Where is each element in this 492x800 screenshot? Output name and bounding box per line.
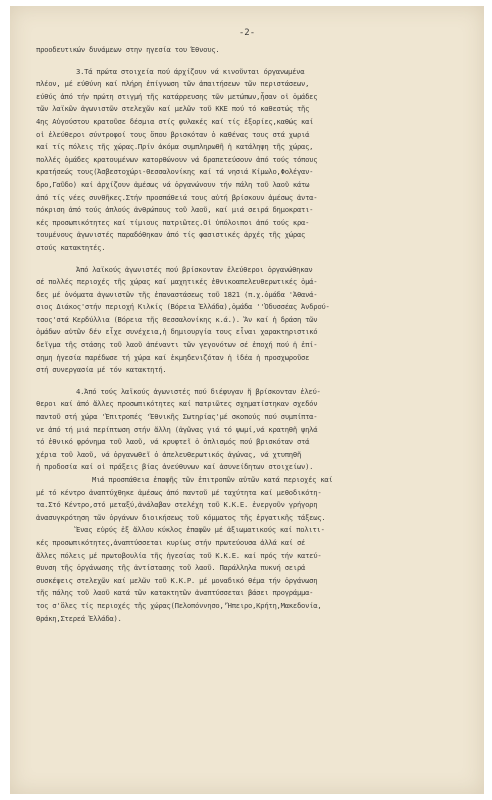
text-line: σέ πολλές περιοχές τῆς χώρας καί μαχητικές ἐθνικοαπελευθερωτικές ὁμά- bbox=[36, 277, 318, 287]
text-line: ἡ προδοσία καί οἱ πράξεις βίας ἀνεύθυνων καί ἀσυνείδητων στοιχείων). bbox=[36, 462, 314, 472]
text-line: δρο,Γαῦδο) καί ἀρχίζουν ἀμέσως νά ὀργανώνουν τήν πάλη τοῦ λαοῦ κάτω bbox=[36, 179, 310, 189]
text-line: σημη ἡγεσία παρέδωσε τή χώρα καί ἐκμηδενιζόταν ἡ ἰδέα ἡ προσχωροῦσε bbox=[36, 352, 310, 362]
text-line: Μιά προσπάθεια ἐπαφῆς τῶν ἐπιτροπῶν αὐτῶν κατά περιοχές καί bbox=[92, 475, 333, 484]
text-line: ὁμάδων αὐτῶν δέν εἶχε συνέχεια,ἡ δημιουργία τους εἶναι χαρακτηριστικό bbox=[36, 327, 318, 337]
text-line: ἀνασυγκρότηση τῶν ὀργάνων διοικήσεως τοῦ κόμματος τῆς ἐργατικῆς τάξεως. bbox=[36, 512, 326, 522]
text-line: 4.Ἀπό τούς λαϊκούς ἀγωνιστές πού διέφυγαν ἤ βρίσκονταν ἐλεύ- bbox=[76, 386, 321, 396]
text-line: χέρια τοῦ λαοῦ, νά ὀργανωθεῖ ὁ ἀπελευθερωτικός ἀγώνας, νά χτυπηθῆ bbox=[36, 449, 302, 459]
paragraph bbox=[36, 44, 468, 57]
text-line: στούς κατακτητές. bbox=[36, 242, 106, 252]
text-line: ἄλλες πόλεις μέ πρωτοβουλία τῆς ἡγεσίας τοῦ Κ.Κ.Ε. καί πρός τήν κατεύ- bbox=[36, 550, 322, 560]
paragraph bbox=[36, 264, 468, 377]
text-line: 4ης Αὐγούστου κρατοῦσε δέσμια στίς φυλακές καί τίς ἐξορίες,καθώς καί bbox=[36, 116, 314, 126]
text-line: καί τίς πόλεις τῆς χώρας.Πρίν ἀκόμα συμπληρωθῆ ἡ κατάληψη τῆς χώρας, bbox=[36, 142, 314, 152]
text-line: μέ τό κέντρο ἀναπτύχθηκε ἀμέσως ἀπό παντοῦ μέ ταχύτητα καί μεθοδικότη- bbox=[36, 487, 322, 497]
text-line: στή συνεργασία μέ τόν κατακτητή. bbox=[36, 365, 167, 375]
text-line: 3.Τά πρώτα στοιχεία πού άρχίζουν νά κινοῦνται όργανωμένα bbox=[76, 66, 305, 76]
text-line: παντοῦ στή χώρα 'Ἐπιτροπές 'Ἐθνικῆς Σωτηρίας'μέ σκοπούς πού συμπίπτα- bbox=[36, 412, 318, 422]
text-line: τσος'στά Κερδύλλια (Βόρεια τῆς Θεσσαλονίκης κ.ά.). Ἄν καί ἡ δράση τῶν bbox=[36, 314, 318, 324]
text-line: θυνση τῆς ὀργάνωσης τῆς ἀντίστασης τοῦ λαοῦ. Παράλληλα πυκνή σειρά bbox=[36, 563, 306, 573]
text-line: συσκέψεις στελεχῶν καί μελῶν τοῦ Κ.Κ.Ρ. μέ μοναδικό θέμα τήν ὀργάνωση bbox=[36, 575, 318, 585]
text-line: τος σ'ὅλες τίς περιοχές τῆς χώρας(Πελοπόννησο,'Ἤπειρο,Κρήτη,Μακεδονία, bbox=[36, 600, 322, 610]
paragraph bbox=[36, 474, 468, 524]
body-text bbox=[36, 44, 468, 625]
text-line: τῆς πάλης τοῦ λαοῦ κατά τῶν κατακτητῶν ἀναπτύσσεται βάσει προγράμμα- bbox=[36, 588, 314, 598]
paragraph bbox=[36, 386, 468, 474]
text-line: δεῖγμα τῆς στάσης τοῦ λαοῦ ἀπέναντι τῶν γεγονότων σέ ἐποχή πού ἡ ἐπί- bbox=[36, 340, 318, 350]
text-line: σιος Διάκος'στήν περιοχή Κιλκίς (Βόρεια Ἑλλάδα),ὁμάδα ''Ὀδυσσέας Ἀνδρού- bbox=[36, 302, 330, 312]
text-line: ἀπό τίς νέες συνθῆκες.Στήν προσπάθειά τους αὐτή βρίσκουν ἀμέσως ἀντα- bbox=[36, 192, 318, 202]
text-line: οἱ ἐλεύθεροι σύντροφοί τους ὅπου βρισκόταν ὁ καθένας τους στά χωριά bbox=[36, 129, 310, 139]
page-number: -2- bbox=[238, 28, 256, 38]
text-line: δες μέ ὀνόματα ἀγωνιστῶν τῆς ἐπαναστάσεως τοῦ 1821 (π.χ.ὁμάδα 'Ἀθανά- bbox=[36, 289, 318, 299]
text-line: κές προσωπικότητες,ἀναπτύσσεται κυρίως στήν πρωτεύουσα ἀλλά καί σέ bbox=[36, 537, 306, 547]
text-line: κρατήσεώς τους(Ἀσβεστοχώρι-Θεσσαλονίκης καί τά νησιά Κίμωλο,Φολέγαν- bbox=[36, 167, 314, 177]
text-line: προοδευτικών δυνάμεων στην ηγεσία του Έθνους. bbox=[36, 45, 220, 54]
text-line: Ἕνας εὐρύς ἐξ ἄλλου κύκλος ἐπαφῶν μέ ἀξιωματικούς καί πολιτι- bbox=[76, 525, 325, 535]
text-line: τουμένους ἀγωνιστές παραδόθηκαν ἀπό τίς φασιστικές ἀρχές τῆς χώρας bbox=[36, 230, 306, 240]
text-line: εύθύς ἀπό τήν πρώτη στιγμή τῆς κατάρρευσης τῶν μετώπων,ἦσαν οἱ ὁμάδες bbox=[36, 91, 318, 101]
document-page bbox=[10, 6, 484, 794]
text-line: κές προσωπικότητες καί τίμιους πατριῶτες.Οἱ ὑπόλοιποι ἀπό τούς κρα- bbox=[36, 217, 310, 227]
paragraph bbox=[36, 66, 468, 255]
text-line: πόκριση ἀπό τούς ἁπλούς ἀνθρώπους τοῦ λαοῦ, καί μιά σειρά δημοκρατι- bbox=[36, 205, 314, 215]
text-line: θεροι καί ἀπό ἄλλες προσωπικότητες καί πατριῶτες σχηματίστηκαν σχεδόν bbox=[36, 399, 318, 409]
text-line: Ἀπό λαϊκούς ἀγωνιστές πού βρίσκονταν ἐλεύθεροι ὀργανώθηκαν bbox=[76, 264, 313, 274]
text-line: Θράκη,Στερεά Ἑλλάδα). bbox=[36, 613, 122, 623]
paragraph bbox=[36, 524, 468, 625]
text-line: τό ἐθνικό φρόνημα τοῦ λαοῦ, νά κρυφτεῖ ὁ ὁπλισμός πού βρισκόταν στά bbox=[36, 437, 310, 447]
text-line: τῶν λαϊκῶν ἀγωνιστῶν στελεχῶν καί μελῶν τοῦ ΚΚΕ πού τό καθεστώς τῆς bbox=[36, 104, 310, 114]
text-line: πολλές ὁμάδες κρατουμένων κατορθώνουν νά δραπετεύσουν ἀπό τούς τόπους bbox=[36, 154, 318, 164]
text-line: πλέον, μέ εύθύνη καί πλήρη ἐπίγνωση τῶν ἀπαιτήσεων τῶν περιστάσεων, bbox=[36, 79, 310, 89]
text-line: τα.Στό Κέντρο,στό μεταξύ,ἀνάλαβαν στελέχη τοῦ Κ.Κ.Ε. ἐνεργοῦν γρήγορη bbox=[36, 500, 318, 510]
text-line: νε ἀπό τή μιά περίπτωση στήν ἄλλη (ἀγῶνας γιά τό ψωμί,νά κρατηθῆ ψηλά bbox=[36, 424, 318, 434]
